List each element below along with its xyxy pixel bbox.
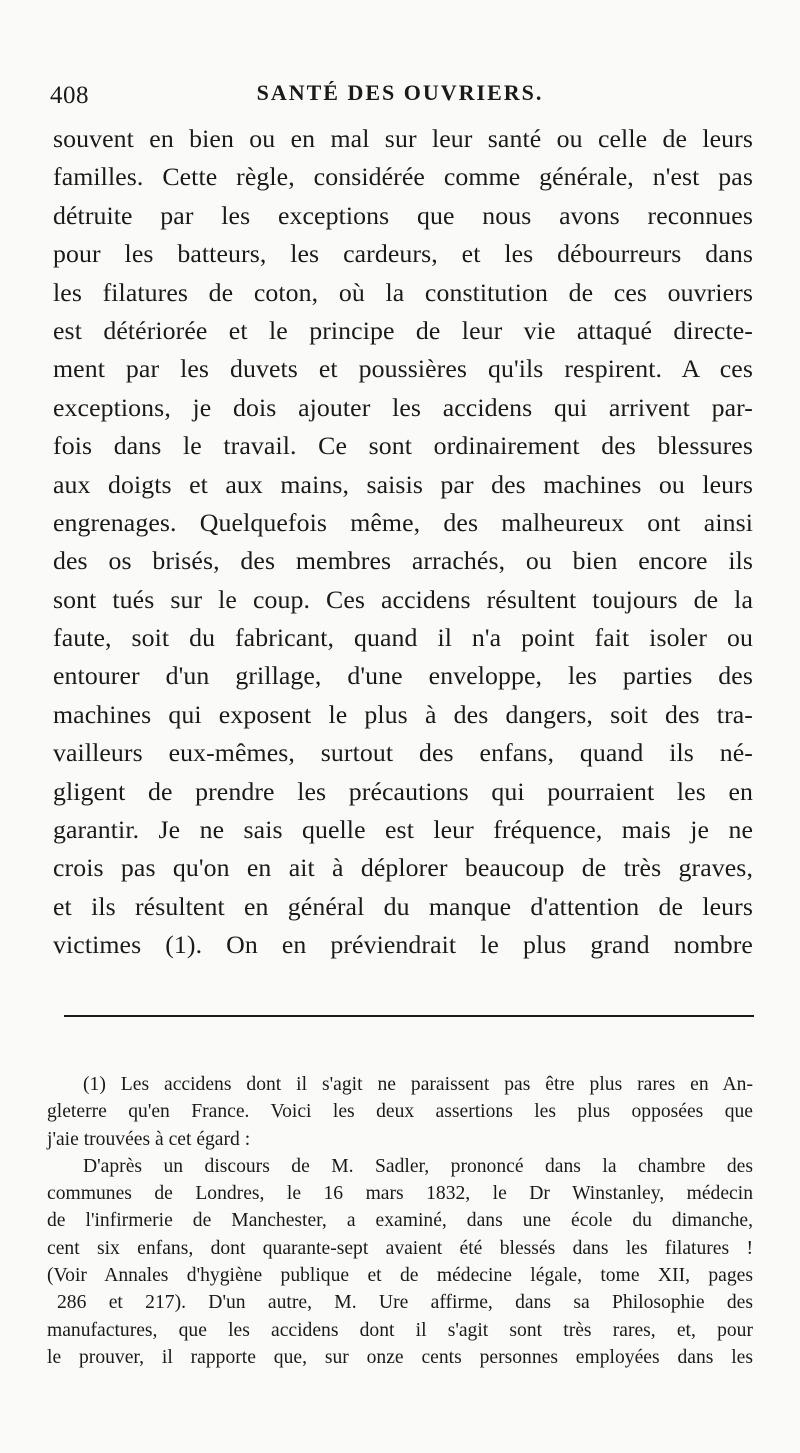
running-title: SANTÉ DES OUVRIERS. [256,80,544,105]
footnote-separator-rule [64,1015,754,1017]
body-line: des os brisés, des membres arrachés, ou bien encore ils [53,546,753,576]
body-line: fois dans le travail. Ce sont ordinairement des blessures [53,431,753,461]
body-line: exceptions, je dois ajouter les accidens qui arrivent par- [53,392,753,422]
body-line: engrenages. Quelquefois même, des malheureux ont ainsi [53,507,753,537]
footnote [47,1071,753,1371]
body-line: vailleurs eux-mêmes, surtout des enfans, quand ils né- [53,738,753,768]
footnote-line: communes de Londres, le 16 mars 1832, le Dr Winstanley, médecin [47,1183,753,1205]
body-line: est détériorée et le principe de leur vie attaqué directe- [53,315,753,345]
body-line: détruite par les exceptions que nous avons reconnues [53,200,753,230]
body-line: les filatures de coton, où la constitution de ces ouvriers [53,277,753,307]
body-line: familles. Cette règle, considérée comme générale, n'est pas [53,162,753,192]
body-line: et ils résultent en général du manque d'attention de leurs [53,891,753,921]
footnote-line: D'après un discours de M. Sadler, prononcé dans la chambre des [83,1155,753,1177]
page-number: 408 [50,82,89,109]
footnote-line: cent six enfans, dont quarante-sept avaient été blessés dans les filatures ! [47,1237,753,1259]
body-line: ment par les duvets et poussières qu'ils respirent. A ces [53,354,753,384]
body-line: sont tués sur le coup. Ces accidens résultent toujours de la [53,584,753,614]
footnote-line: le prouver, il rapporte que, sur onze cents personnes employées dans les [47,1346,753,1368]
body-line: gligent de prendre les précautions qui pourraient les en [53,776,753,806]
body-line: victimes (1). On en préviendrait le plus grand nombre [53,930,753,960]
body-line: crois pas qu'on en ait à déplorer beaucoup de très graves, [53,853,753,883]
footnote-line: 286 et 217). D'un autre, M. Ure affirme, dans sa Philosophie des [57,1292,753,1314]
footnote-line: manufactures, que les accidens dont il s'agit sont très rares, et, pour [47,1319,753,1341]
footnote-line: (1) Les accidens dont il s'agit ne paraissent pas être plus rares en An- [83,1074,753,1095]
footnote-line: j'aie trouvées à cet égard : [47,1128,251,1150]
main-paragraph [53,120,753,965]
footnote-line: de l'infirmerie de Manchester, a examiné, dans une école du dimanche, [47,1210,753,1232]
body-line: entourer d'un grillage, d'une enveloppe, les parties des [53,661,753,691]
footnote-line: (Voir Annales d'hygiène publique et de médecine légale, tome XII, pages [47,1265,753,1287]
footnote-line: gleterre qu'en France. Voici les deux assertions les plus opposées que [47,1101,753,1123]
body-line: garantir. Je ne sais quelle est leur fréquence, mais je ne [53,815,753,845]
body-line: souvent en bien ou en mal sur leur santé ou celle de leurs [53,124,753,153]
body-line: aux doigts et aux mains, saisis par des machines ou leurs [53,469,753,499]
body-line: faute, soit du fabricant, quand il n'a point fait isoler ou [53,623,753,653]
page-header [50,78,750,114]
body-line: machines qui exposent le plus à des dangers, soit des tra- [53,699,753,729]
body-line: pour les batteurs, les cardeurs, et les débourreurs dans [53,239,753,269]
